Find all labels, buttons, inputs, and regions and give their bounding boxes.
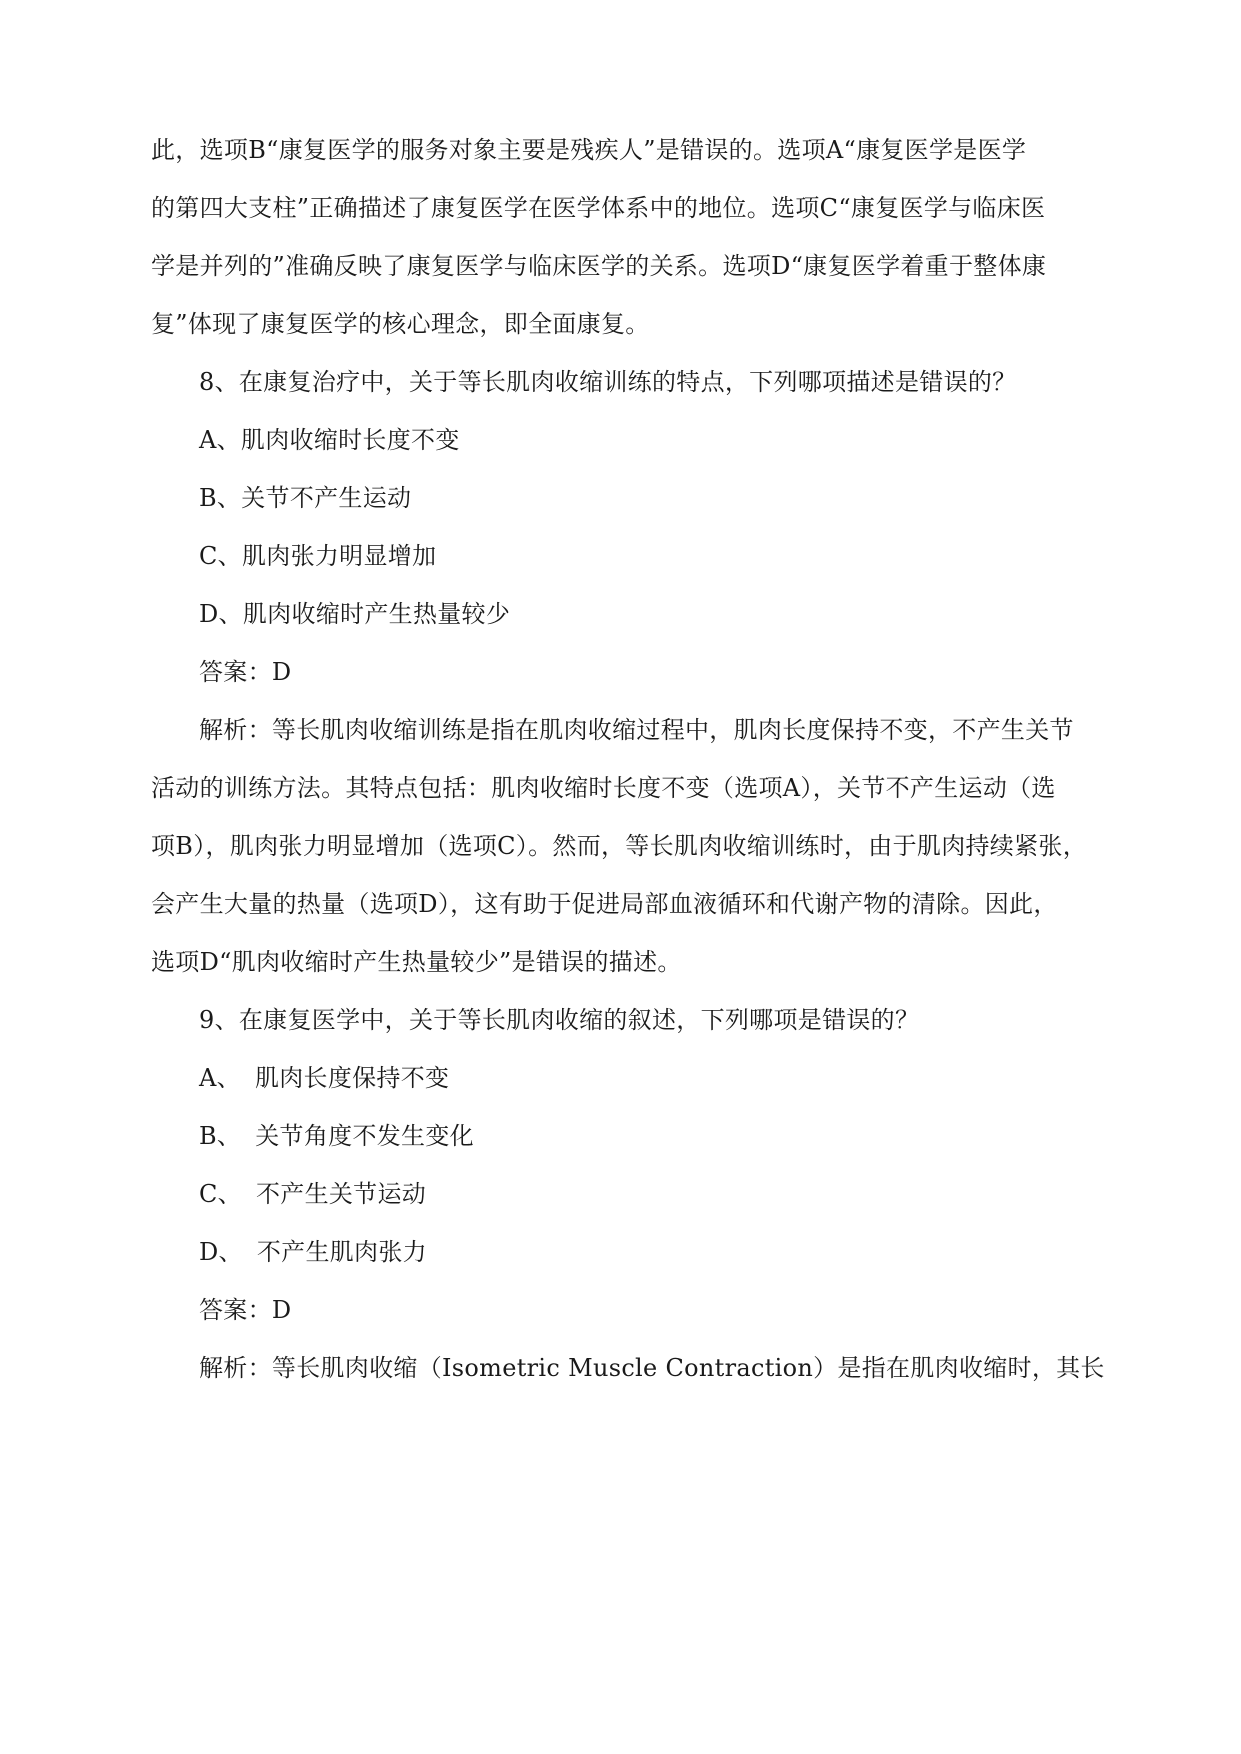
q9-option-c — [199, 1178, 1149, 1210]
q9-option-letter: D、 — [199, 1238, 243, 1266]
q8-option-a: A、肌肉收缩时长度不变 — [199, 426, 460, 454]
q9-option-letter: A、 — [199, 1064, 241, 1092]
q9-answer: 答案：D — [199, 1296, 292, 1324]
q8-analysis-line: 解析：等长肌肉收缩训练是指在肌肉收缩过程中，肌肉长度保持不变，不产生关节 — [199, 716, 1074, 744]
q9-option-b — [199, 1120, 1149, 1152]
q8-analysis-line: 会产生大量的热量（选项D），这有助于促进局部血液循环和代谢产物的清除。因此， — [151, 890, 1058, 918]
q9-option-d — [199, 1236, 1149, 1268]
text-line: 此，选项B“康复医学的服务对象主要是残疾人”是错误的。选项A“康复医学是医学 — [151, 136, 1027, 164]
q9-analysis-line: 解析：等长肌肉收缩（Isometric Muscle Contraction）是指在肌肉收缩时，其长 — [199, 1354, 1105, 1382]
q8-analysis-line: 活动的训练方法。其特点包括：肌肉收缩时长度不变（选项A），关节不产生运动（选 — [151, 774, 1056, 802]
question-8: 8、在康复治疗中，关于等长肌肉收缩训练的特点，下列哪项描述是错误的？ — [199, 368, 1017, 396]
q9-option-text: 关节角度不发生变化 — [255, 1122, 474, 1150]
q9-option-letter: B、 — [199, 1122, 242, 1150]
q9-option-text: 不产生关节运动 — [255, 1180, 427, 1208]
q8-analysis-line: 项B），肌肉张力明显增加（选项C）。然而，等长肌肉收缩训练时，由于肌肉持续紧张， — [151, 832, 1087, 860]
q8-option-c: C、肌肉张力明显增加 — [199, 542, 437, 570]
q8-option-d: D、肌肉收缩时产生热量较少 — [199, 600, 511, 628]
q8-answer: 答案：D — [199, 658, 292, 686]
q8-analysis-line: 选项D“肌肉收缩时产生热量较少”是错误的描述。 — [151, 948, 682, 976]
q9-option-letter: C、 — [199, 1180, 242, 1208]
q9-option-a — [199, 1062, 1149, 1094]
text-line: 学是并列的”准确反映了康复医学与临床医学的关系。选项D“康复医学着重于整体康 — [151, 252, 1047, 280]
text-line: 复”体现了康复医学的核心理念，即全面康复。 — [151, 310, 650, 338]
question-9: 9、在康复医学中，关于等长肌肉收缩的叙述，下列哪项是错误的？ — [199, 1006, 920, 1034]
q9-option-text: 肌肉长度保持不变 — [254, 1064, 450, 1092]
q8-option-b: B、关节不产生运动 — [199, 484, 412, 512]
q9-option-text: 不产生肌肉张力 — [256, 1238, 427, 1266]
text-line: 的第四大支柱”正确描述了康复医学在医学体系中的地位。选项C“康复医学与临床医 — [151, 194, 1046, 222]
